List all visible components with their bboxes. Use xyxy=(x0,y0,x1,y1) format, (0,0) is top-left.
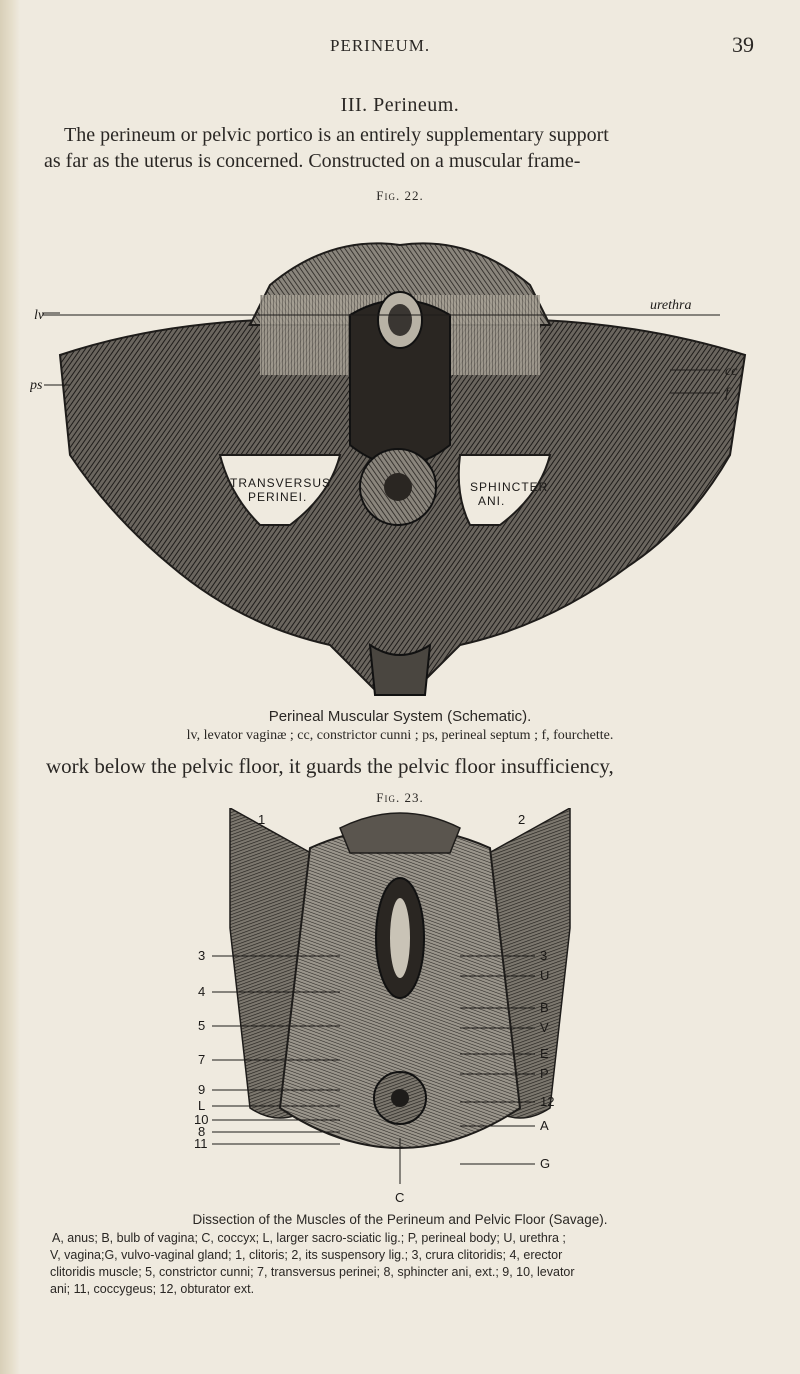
callout-right-3: 3 xyxy=(540,948,548,963)
figure-22-caption-title: Perineal Muscular System (Schematic). xyxy=(268,708,532,725)
section-heading: III. Perineum. xyxy=(340,94,460,116)
callout-right-U: U xyxy=(540,968,550,983)
callout-left-9: 9 xyxy=(198,1082,206,1097)
page-spine-shadow xyxy=(0,0,20,1374)
label-sphincter-2: ANI. xyxy=(478,494,506,508)
callout-cc: cc xyxy=(725,364,738,379)
callout-left-5: 5 xyxy=(198,1018,206,1033)
callout-left-11: 11 xyxy=(194,1136,208,1151)
callout-left-3: 3 xyxy=(198,948,206,963)
figure-23-label: Fig. 23. xyxy=(376,790,424,805)
callout-left-7: 7 xyxy=(198,1052,206,1067)
paragraph-line-3: work below the pelvic floor, it guards the pelvic floor insufficiency, xyxy=(46,754,614,778)
paragraph-line-2: as far as the uterus is concerned. Constructed on a muscular frame- xyxy=(44,150,581,172)
callout-f: f xyxy=(725,386,729,401)
callout-right-12: 12 xyxy=(540,1094,555,1109)
callout-left-10: 10 xyxy=(194,1112,209,1127)
label-transversus-1: TRANSVERSUS xyxy=(230,476,332,490)
callout-right-B: B xyxy=(540,1000,549,1015)
figure-23-caption-title: Dissection of the Muscles of the Perineum and Pelvic Floor (Savage). xyxy=(192,1212,608,1227)
callout-lv: lv xyxy=(34,308,45,323)
callout-right-P: P xyxy=(540,1066,549,1081)
callout-left-L: L xyxy=(198,1098,206,1113)
figure-22-illustration xyxy=(30,225,770,705)
callout-right-V: V xyxy=(540,1020,549,1035)
figure-22-caption-text: lv, levator vaginæ ; cc, constrictor cunni ; ps, perineal septum ; f, fourchette. xyxy=(186,728,614,743)
callout-left-4: 4 xyxy=(198,984,206,999)
figure-23-legend-line-1: A, anus; B, bulb of vagina; C, coccyx; L, larger sacro-sciatic lig.; P, perineal body; U, urethra ; xyxy=(52,1231,566,1245)
running-header xyxy=(0,30,800,66)
callout-urethra: urethra xyxy=(650,298,692,313)
figure-22-label: Fig. 22. xyxy=(376,188,424,203)
callout-left-8: 8 xyxy=(198,1124,206,1139)
figure-23-legend-line-4: ani; 11, coccygeus; 12, obturator ext. xyxy=(50,1282,255,1296)
callout-right-A: A xyxy=(540,1118,549,1133)
figure-23-legend-line-3: clitoridis muscle; 5, constrictor cunni; 7, transversus perinei; 8, sphincter ani, ext.; 9, 10, levator xyxy=(50,1265,575,1279)
callout-right-E: E xyxy=(540,1046,549,1061)
label-transversus-2: PERINEI. xyxy=(248,490,308,504)
running-head-title: PERINEUM. xyxy=(330,36,431,55)
page-number: 39 xyxy=(732,32,754,57)
callout-top-1: 1 xyxy=(258,812,266,827)
callout-bottom-c: C xyxy=(395,1190,405,1205)
figure-23-legend-line-2: V, vagina;G, vulvo-vaginal gland; 1, clitoris; 2, its suspensory lig.; 3, crura clitoridis; 4, erector xyxy=(50,1248,563,1262)
paragraph-line-1: The perineum or pelvic portico is an entirely supplementary support xyxy=(64,124,609,146)
callout-top-2: 2 xyxy=(518,812,526,827)
callout-right-G: G xyxy=(540,1156,551,1171)
callout-ps: ps xyxy=(30,378,43,393)
figure-23-illustration xyxy=(190,808,610,1208)
label-sphincter-1: SPHINCTER xyxy=(470,480,549,494)
